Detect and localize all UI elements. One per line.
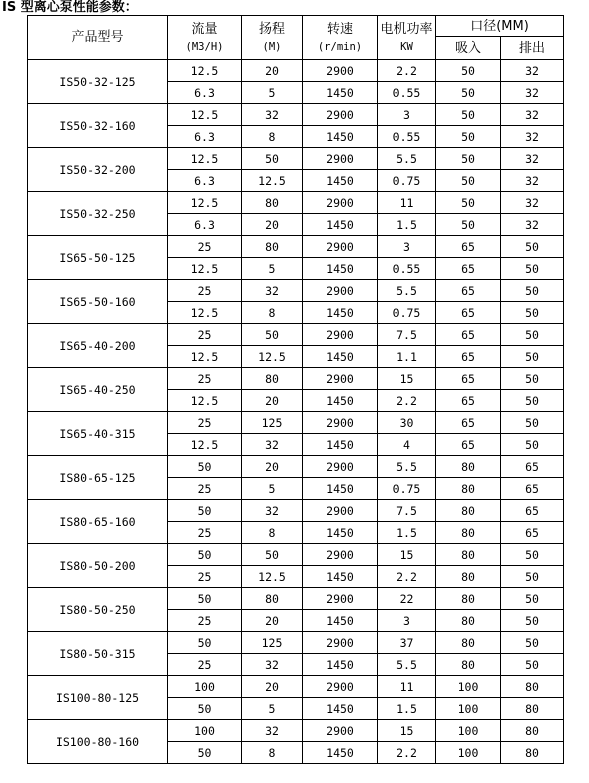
inlet-cell: 65 — [436, 302, 501, 324]
head-cell: 5 — [242, 698, 303, 720]
table-row — [28, 324, 564, 346]
table-row — [28, 192, 564, 214]
head-cell: 32 — [242, 434, 303, 456]
power-cell: 30 — [378, 412, 436, 434]
outlet-cell: 50 — [501, 654, 564, 676]
speed-cell: 1450 — [303, 82, 378, 104]
table-row — [28, 720, 564, 742]
speed-cell: 2900 — [303, 192, 378, 214]
flow-cell: 25 — [168, 654, 242, 676]
power-cell: 1.5 — [378, 698, 436, 720]
table-row — [28, 236, 564, 258]
speed-cell: 1450 — [303, 522, 378, 544]
pump-performance-table — [27, 15, 564, 764]
power-cell: 5.5 — [378, 280, 436, 302]
header-power: 电机功率 KW — [378, 16, 436, 60]
outlet-cell: 32 — [501, 82, 564, 104]
head-cell: 8 — [242, 522, 303, 544]
head-cell: 20 — [242, 60, 303, 82]
outlet-cell: 50 — [501, 566, 564, 588]
power-cell: 0.75 — [378, 170, 436, 192]
flow-cell: 6.3 — [168, 170, 242, 192]
flow-cell: 50 — [168, 544, 242, 566]
outlet-cell: 32 — [501, 170, 564, 192]
flow-cell: 12.5 — [168, 302, 242, 324]
inlet-cell: 65 — [436, 346, 501, 368]
speed-cell: 2900 — [303, 676, 378, 698]
power-cell: 0.55 — [378, 258, 436, 280]
flow-cell: 50 — [168, 500, 242, 522]
inlet-cell: 65 — [436, 412, 501, 434]
model-cell: IS80-50-250 — [28, 588, 168, 632]
power-cell: 1.1 — [378, 346, 436, 368]
speed-cell: 1450 — [303, 170, 378, 192]
power-cell: 11 — [378, 676, 436, 698]
inlet-cell: 50 — [436, 82, 501, 104]
inlet-cell: 80 — [436, 456, 501, 478]
outlet-cell: 65 — [501, 500, 564, 522]
speed-cell: 2900 — [303, 148, 378, 170]
outlet-cell: 65 — [501, 456, 564, 478]
outlet-cell: 80 — [501, 698, 564, 720]
flow-cell: 12.5 — [168, 434, 242, 456]
speed-cell: 1450 — [303, 566, 378, 588]
speed-cell: 2900 — [303, 632, 378, 654]
speed-cell: 1450 — [303, 346, 378, 368]
outlet-cell: 32 — [501, 214, 564, 236]
speed-cell: 2900 — [303, 324, 378, 346]
power-cell: 0.75 — [378, 478, 436, 500]
inlet-cell: 80 — [436, 522, 501, 544]
speed-cell: 2900 — [303, 280, 378, 302]
table-row — [28, 280, 564, 302]
outlet-cell: 50 — [501, 346, 564, 368]
speed-cell: 2900 — [303, 412, 378, 434]
speed-cell: 2900 — [303, 456, 378, 478]
inlet-cell: 100 — [436, 676, 501, 698]
inlet-cell: 80 — [436, 500, 501, 522]
head-cell: 80 — [242, 368, 303, 390]
inlet-cell: 80 — [436, 566, 501, 588]
flow-cell: 50 — [168, 632, 242, 654]
inlet-cell: 100 — [436, 720, 501, 742]
flow-cell: 25 — [168, 324, 242, 346]
head-cell: 5 — [242, 258, 303, 280]
outlet-cell: 32 — [501, 104, 564, 126]
header-port: 口径(MM) — [436, 16, 564, 37]
outlet-cell: 50 — [501, 412, 564, 434]
flow-cell: 25 — [168, 368, 242, 390]
flow-cell: 12.5 — [168, 258, 242, 280]
head-cell: 20 — [242, 610, 303, 632]
speed-cell: 1450 — [303, 434, 378, 456]
head-cell: 32 — [242, 104, 303, 126]
model-cell: IS65-40-315 — [28, 412, 168, 456]
inlet-cell: 80 — [436, 654, 501, 676]
table-row — [28, 676, 564, 698]
header-inlet: 吸入 — [436, 37, 501, 60]
head-cell: 50 — [242, 148, 303, 170]
model-cell: IS50-32-200 — [28, 148, 168, 192]
model-cell: IS50-32-160 — [28, 104, 168, 148]
outlet-cell: 80 — [501, 742, 564, 764]
power-cell: 0.55 — [378, 126, 436, 148]
flow-cell: 50 — [168, 456, 242, 478]
power-cell: 15 — [378, 368, 436, 390]
inlet-cell: 50 — [436, 60, 501, 82]
speed-cell: 2900 — [303, 720, 378, 742]
speed-cell: 1450 — [303, 610, 378, 632]
outlet-cell: 50 — [501, 280, 564, 302]
power-cell: 2.2 — [378, 390, 436, 412]
power-cell: 11 — [378, 192, 436, 214]
flow-cell: 25 — [168, 280, 242, 302]
inlet-cell: 65 — [436, 236, 501, 258]
flow-cell: 100 — [168, 720, 242, 742]
outlet-cell: 50 — [501, 368, 564, 390]
flow-cell: 50 — [168, 588, 242, 610]
speed-cell: 1450 — [303, 478, 378, 500]
head-cell: 50 — [242, 324, 303, 346]
outlet-cell: 50 — [501, 390, 564, 412]
speed-cell: 1450 — [303, 214, 378, 236]
power-cell: 1.5 — [378, 214, 436, 236]
speed-cell: 1450 — [303, 654, 378, 676]
model-cell: IS65-40-200 — [28, 324, 168, 368]
head-cell: 8 — [242, 302, 303, 324]
model-cell: IS80-50-200 — [28, 544, 168, 588]
table-title: IS 型离心泵性能参数： — [2, 0, 138, 15]
header-outlet: 排出 — [501, 37, 564, 60]
header-power-unit: KW — [400, 40, 413, 53]
speed-cell: 2900 — [303, 588, 378, 610]
outlet-cell: 50 — [501, 434, 564, 456]
power-cell: 0.55 — [378, 82, 436, 104]
inlet-cell: 80 — [436, 610, 501, 632]
table-row — [28, 148, 564, 170]
flow-cell: 50 — [168, 742, 242, 764]
power-cell: 7.5 — [378, 500, 436, 522]
table-row — [28, 368, 564, 390]
flow-cell: 12.5 — [168, 60, 242, 82]
head-cell: 8 — [242, 742, 303, 764]
power-cell: 37 — [378, 632, 436, 654]
outlet-cell: 80 — [501, 676, 564, 698]
inlet-cell: 50 — [436, 104, 501, 126]
table-row — [28, 544, 564, 566]
inlet-cell: 100 — [436, 742, 501, 764]
power-cell: 3 — [378, 236, 436, 258]
outlet-cell: 50 — [501, 588, 564, 610]
outlet-cell: 50 — [501, 610, 564, 632]
header-flow-unit: (M3/H) — [185, 40, 224, 53]
inlet-cell: 50 — [436, 192, 501, 214]
flow-cell: 12.5 — [168, 346, 242, 368]
table-row — [28, 632, 564, 654]
head-cell: 32 — [242, 720, 303, 742]
speed-cell: 1450 — [303, 698, 378, 720]
inlet-cell: 65 — [436, 390, 501, 412]
head-cell: 32 — [242, 280, 303, 302]
flow-cell: 25 — [168, 566, 242, 588]
inlet-cell: 50 — [436, 126, 501, 148]
inlet-cell: 65 — [436, 324, 501, 346]
inlet-cell: 100 — [436, 698, 501, 720]
flow-cell: 25 — [168, 610, 242, 632]
model-cell: IS100-80-160 — [28, 720, 168, 764]
flow-cell: 12.5 — [168, 148, 242, 170]
head-cell: 80 — [242, 192, 303, 214]
table-row — [28, 412, 564, 434]
inlet-cell: 65 — [436, 280, 501, 302]
inlet-cell: 65 — [436, 258, 501, 280]
head-cell: 32 — [242, 500, 303, 522]
speed-cell: 2900 — [303, 368, 378, 390]
head-cell: 20 — [242, 214, 303, 236]
power-cell: 2.2 — [378, 742, 436, 764]
speed-cell: 1450 — [303, 302, 378, 324]
power-cell: 3 — [378, 610, 436, 632]
power-cell: 3 — [378, 104, 436, 126]
speed-cell: 2900 — [303, 500, 378, 522]
header-head: 扬程 (M) — [242, 16, 303, 60]
outlet-cell: 50 — [501, 324, 564, 346]
flow-cell: 12.5 — [168, 390, 242, 412]
power-cell: 15 — [378, 544, 436, 566]
head-cell: 80 — [242, 236, 303, 258]
power-cell: 2.2 — [378, 60, 436, 82]
outlet-cell: 80 — [501, 720, 564, 742]
outlet-cell: 50 — [501, 632, 564, 654]
flow-cell: 6.3 — [168, 214, 242, 236]
outlet-cell: 50 — [501, 258, 564, 280]
flow-cell: 25 — [168, 478, 242, 500]
flow-cell: 6.3 — [168, 126, 242, 148]
flow-cell: 25 — [168, 412, 242, 434]
head-cell: 20 — [242, 390, 303, 412]
inlet-cell: 65 — [436, 368, 501, 390]
inlet-cell: 80 — [436, 632, 501, 654]
outlet-cell: 50 — [501, 544, 564, 566]
head-cell: 5 — [242, 478, 303, 500]
table-row — [28, 60, 564, 82]
head-cell: 80 — [242, 588, 303, 610]
outlet-cell: 32 — [501, 148, 564, 170]
table-body — [28, 60, 564, 764]
table-row — [28, 500, 564, 522]
header-speed: 转速 (r/min) — [303, 16, 378, 60]
model-cell: IS50-32-250 — [28, 192, 168, 236]
model-cell: IS80-65-125 — [28, 456, 168, 500]
power-cell: 22 — [378, 588, 436, 610]
model-cell: IS65-50-125 — [28, 236, 168, 280]
outlet-cell: 50 — [501, 236, 564, 258]
header-model: 产品型号 — [28, 16, 168, 60]
head-cell: 125 — [242, 412, 303, 434]
flow-cell: 12.5 — [168, 104, 242, 126]
head-cell: 20 — [242, 456, 303, 478]
model-cell: IS80-50-315 — [28, 632, 168, 676]
power-cell: 4 — [378, 434, 436, 456]
outlet-cell: 32 — [501, 192, 564, 214]
outlet-cell: 32 — [501, 126, 564, 148]
inlet-cell: 65 — [436, 434, 501, 456]
inlet-cell: 50 — [436, 170, 501, 192]
model-cell: IS65-50-160 — [28, 280, 168, 324]
power-cell: 15 — [378, 720, 436, 742]
head-cell: 12.5 — [242, 346, 303, 368]
model-cell: IS50-32-125 — [28, 60, 168, 104]
outlet-cell: 65 — [501, 522, 564, 544]
head-cell: 50 — [242, 544, 303, 566]
head-cell: 32 — [242, 654, 303, 676]
speed-cell: 2900 — [303, 104, 378, 126]
head-cell: 12.5 — [242, 566, 303, 588]
header-flow: 流量 (M3/H) — [168, 16, 242, 60]
inlet-cell: 80 — [436, 588, 501, 610]
flow-cell: 6.3 — [168, 82, 242, 104]
outlet-cell: 50 — [501, 302, 564, 324]
power-cell: 7.5 — [378, 324, 436, 346]
table-row — [28, 104, 564, 126]
power-cell: 5.5 — [378, 456, 436, 478]
flow-cell: 12.5 — [168, 192, 242, 214]
flow-cell: 25 — [168, 236, 242, 258]
speed-cell: 1450 — [303, 742, 378, 764]
header-head-unit: (M) — [262, 40, 282, 53]
speed-cell: 1450 — [303, 390, 378, 412]
table-row — [28, 456, 564, 478]
power-cell: 1.5 — [378, 522, 436, 544]
power-cell: 5.5 — [378, 654, 436, 676]
outlet-cell: 32 — [501, 60, 564, 82]
flow-cell: 25 — [168, 522, 242, 544]
inlet-cell: 50 — [436, 214, 501, 236]
model-cell: IS80-65-160 — [28, 500, 168, 544]
power-cell: 5.5 — [378, 148, 436, 170]
outlet-cell: 65 — [501, 478, 564, 500]
power-cell: 0.75 — [378, 302, 436, 324]
flow-cell: 50 — [168, 698, 242, 720]
speed-cell: 2900 — [303, 236, 378, 258]
inlet-cell: 50 — [436, 148, 501, 170]
speed-cell: 2900 — [303, 544, 378, 566]
head-cell: 125 — [242, 632, 303, 654]
inlet-cell: 80 — [436, 544, 501, 566]
inlet-cell: 80 — [436, 478, 501, 500]
head-cell: 12.5 — [242, 170, 303, 192]
flow-cell: 100 — [168, 676, 242, 698]
header-speed-unit: (r/min) — [317, 40, 363, 53]
table-row — [28, 588, 564, 610]
speed-cell: 1450 — [303, 126, 378, 148]
model-cell: IS100-80-125 — [28, 676, 168, 720]
speed-cell: 1450 — [303, 258, 378, 280]
head-cell: 8 — [242, 126, 303, 148]
model-cell: IS65-40-250 — [28, 368, 168, 412]
head-cell: 20 — [242, 676, 303, 698]
header-row-top — [28, 16, 564, 37]
head-cell: 5 — [242, 82, 303, 104]
power-cell: 2.2 — [378, 566, 436, 588]
speed-cell: 2900 — [303, 60, 378, 82]
